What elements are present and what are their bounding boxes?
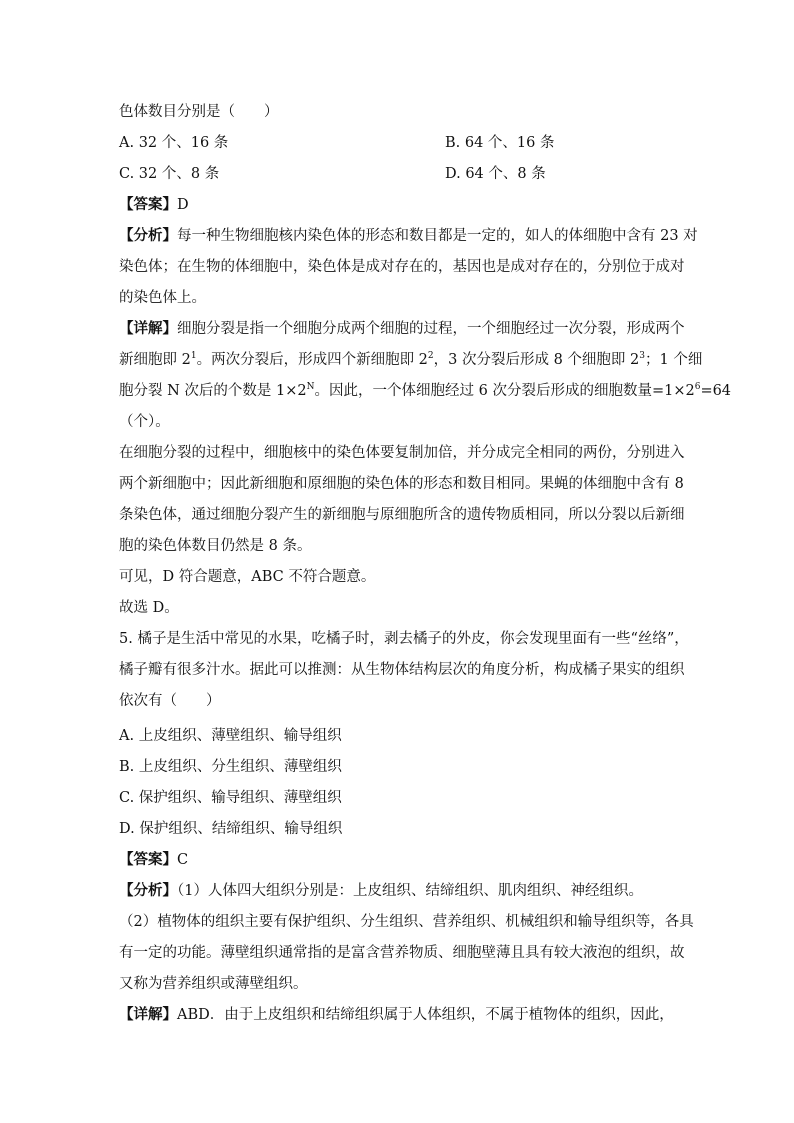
q5-analysis-line: （2）植物体的组织主要有保护组织、分生组织、营养组织、机械组织和输导组织等，各具 bbox=[119, 914, 694, 930]
q4-detail-line bbox=[119, 350, 702, 370]
q4-paragraph-line: 条染色体，通过细胞分裂产生的新细胞与原细胞所含的遗传物质相同，所以分裂以后新细 bbox=[119, 507, 685, 523]
superscript: 6 bbox=[694, 382, 701, 393]
analysis-text: 每一种生物细胞核内染色体的形态和数目都是一定的，如人的体细胞中含有 23 对 bbox=[177, 228, 698, 244]
answer-value: D bbox=[177, 197, 189, 213]
q4-option-a: A. 32 个、16 条 bbox=[119, 135, 229, 151]
q4-analysis-line: 染色体；在生物的体细胞中，染色体是成对存在的，基因也是成对存在的，分别位于成对 bbox=[119, 259, 685, 275]
detail-text: =64 bbox=[700, 383, 732, 399]
q5-stem-line: 依次有（ ） bbox=[119, 693, 221, 709]
q4-conclusion: 可见，D 符合题意，ABC 不符合题意。 bbox=[119, 569, 376, 585]
detail-text: ；1 个细 bbox=[645, 352, 703, 368]
q5-option-b: B. 上皮组织、分生组织、薄壁组织 bbox=[119, 759, 342, 775]
detail-text: ，3 次分裂后形成 8 个细胞即 2 bbox=[433, 352, 640, 368]
q4-stem-tail: 色体数目分别是（ ） bbox=[119, 104, 279, 120]
q4-option-b: B. 64 个、16 条 bbox=[445, 135, 555, 151]
detail-text: 新细胞即 2 bbox=[119, 352, 191, 368]
q4-analysis bbox=[119, 226, 698, 246]
superscript: 1 bbox=[190, 351, 197, 362]
detail-tag: 【详解】 bbox=[119, 1006, 177, 1023]
q4-choose: 故选 D。 bbox=[119, 600, 179, 616]
answer-value: C bbox=[177, 852, 189, 868]
q4-paragraph-line: 两个新细胞中；因此新细胞和原细胞的染色体的形态和数目相同。果蝇的体细胞中含有 8 bbox=[119, 476, 684, 492]
answer-tag: 【答案】 bbox=[119, 196, 177, 213]
q5-option-a: A. 上皮组织、薄壁组织、输导组织 bbox=[119, 728, 342, 744]
q5-answer bbox=[119, 850, 188, 870]
q4-detail-line bbox=[119, 381, 731, 401]
q5-detail bbox=[119, 1005, 674, 1025]
q5-analysis-line: 又称为营养组织或薄壁组织。 bbox=[119, 976, 308, 992]
q4-option-c: C. 32 个、8 条 bbox=[119, 166, 220, 182]
q5-option-d: D. 保护组织、结缔组织、输导组织 bbox=[119, 821, 343, 837]
analysis-tag: 【分析】 bbox=[119, 227, 177, 244]
detail-text: 胞分裂 N 次后的个数是 1×2 bbox=[119, 383, 307, 399]
q5-analysis bbox=[119, 881, 643, 901]
q5-option-c: C. 保护组织、输导组织、薄壁组织 bbox=[119, 790, 342, 806]
detail-tag: 【详解】 bbox=[119, 320, 177, 337]
q4-detail bbox=[119, 319, 685, 339]
q4-analysis-line: 的染色体上。 bbox=[119, 290, 206, 306]
q4-answer bbox=[119, 195, 189, 215]
q4-paragraph-line: 在细胞分裂的过程中，细胞核中的染色体要复制加倍，并分成完全相同的两份，分别进入 bbox=[119, 445, 685, 461]
superscript: 2 bbox=[427, 351, 434, 362]
answer-tag: 【答案】 bbox=[119, 851, 177, 868]
detail-text: 。两次分裂后，形成四个新细胞即 2 bbox=[196, 352, 428, 368]
q5-analysis-line: 有一定的功能。薄壁组织通常指的是富含营养物质、细胞壁薄且具有较大液泡的组织，故 bbox=[119, 945, 685, 961]
q4-paragraph-line: 胞的染色体数目仍然是 8 条。 bbox=[119, 538, 312, 554]
q4-option-d: D. 64 个、8 条 bbox=[445, 166, 546, 182]
detail-text: 。因此，一个体细胞经过 6 次分裂后形成的细胞数量=1×2 bbox=[314, 383, 695, 399]
detail-text: ABD．由于上皮组织和结缔组织属于人体组织，不属于植物体的组织，因此， bbox=[177, 1007, 674, 1023]
analysis-text: （1）人体四大组织分别是：上皮组织、结缔组织、肌肉组织、神经组织。 bbox=[177, 883, 643, 899]
q5-stem-line: 5. 橘子是生活中常见的水果，吃橘子时，剥去橘子的外皮，你会发现里面有一些“丝络”， bbox=[119, 631, 689, 647]
superscript: 3 bbox=[639, 351, 646, 362]
q5-stem-line: 橘子瓣有很多汁水。据此可以推测：从生物体结构层次的角度分析，构成橘子果实的组织 bbox=[119, 662, 685, 678]
detail-text: 细胞分裂是指一个细胞分成两个细胞的过程，一个细胞经过一次分裂，形成两个 bbox=[177, 321, 685, 337]
q4-detail-line: （个）。 bbox=[119, 414, 170, 430]
analysis-tag: 【分析】 bbox=[119, 882, 177, 899]
superscript: N bbox=[306, 382, 315, 393]
